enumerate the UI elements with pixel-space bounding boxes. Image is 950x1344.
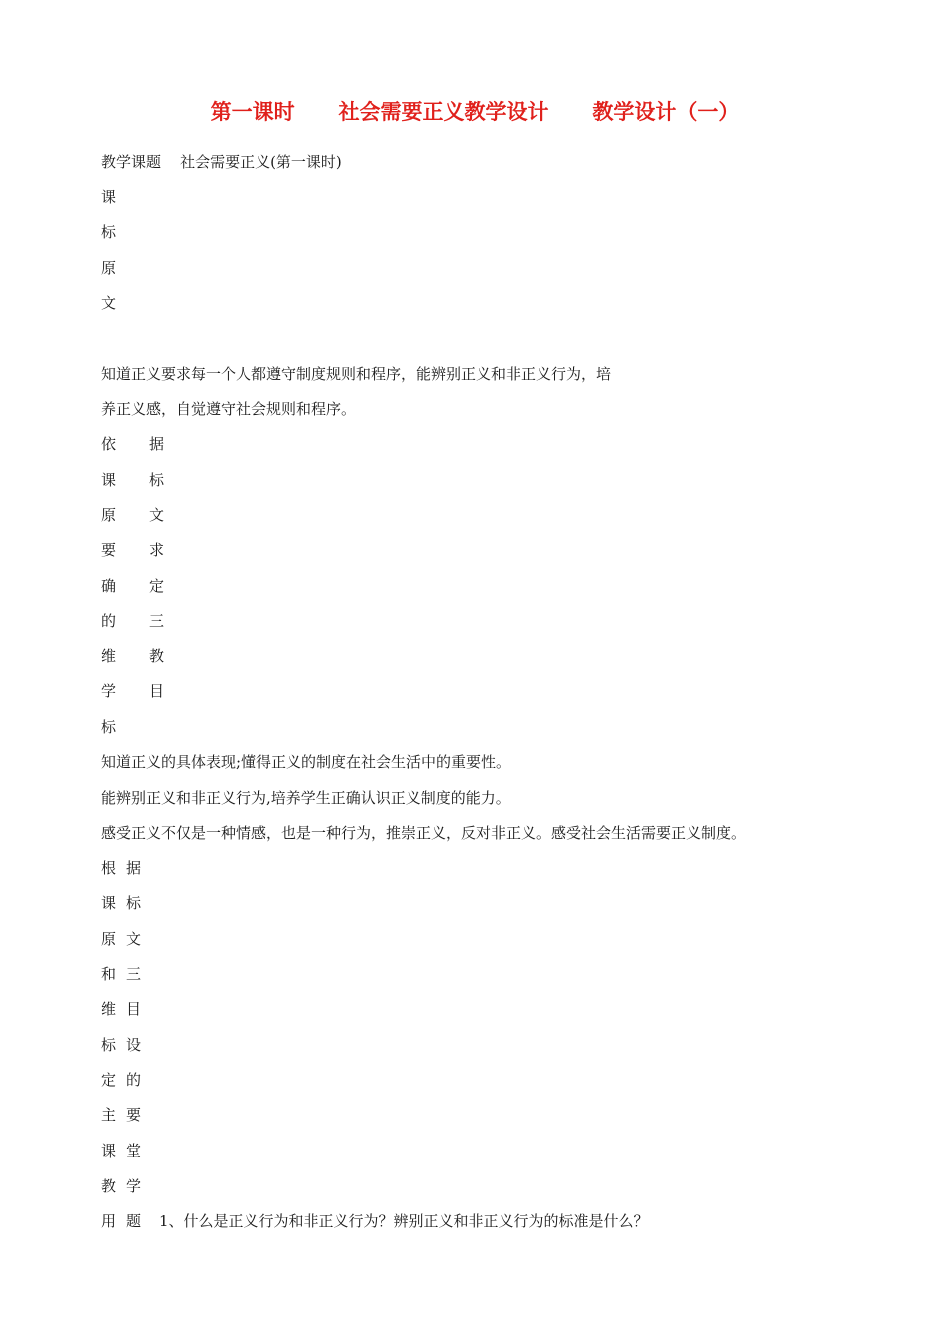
col2-row (101, 681, 164, 701)
col2-char: 确 (101, 577, 117, 595)
col3-row (101, 929, 141, 949)
col2-char: 维 (101, 647, 117, 665)
col3-char: 用 (101, 1212, 117, 1230)
col2-row (101, 576, 164, 596)
col3-char: 三 (126, 965, 142, 983)
col2-char: 课 (101, 471, 117, 489)
col2-char: 标 (149, 471, 165, 489)
standard-line: 养正义感，自觉遵守社会规则和程序。 (101, 400, 357, 418)
standard-line: 知道正义要求每一个人都遵守制度规则和程序，能辨别正义和非正义行为，培 (101, 365, 612, 383)
col2-char: 教 (149, 647, 165, 665)
col2-row (101, 470, 164, 490)
col2-char: 学 (101, 682, 117, 700)
goal-line: 感受正义不仅是一种情感，也是一种行为，推崇正义，反对非正义。感受社会生活需要正义制度。 (101, 824, 747, 842)
col3-char: 课 (101, 1142, 117, 1160)
col3-char: 题 (126, 1212, 142, 1230)
col2-row (101, 646, 164, 666)
col2-row (101, 434, 164, 454)
col1-char: 文 (101, 294, 117, 312)
col2-row (101, 611, 164, 631)
col2-char: 原 (101, 506, 117, 524)
question-text: 1、什么是正义行为和非正义行为？辨别正义和非正义行为的标准是什么？ (159, 1212, 649, 1230)
col3-row (101, 964, 141, 984)
topic-line: 教学课题 社会需要正义(第一课时) (101, 153, 342, 171)
col2-char: 定 (149, 577, 165, 595)
col2-char: 目 (149, 682, 165, 700)
col2-char: 文 (149, 506, 165, 524)
col3-row (101, 999, 141, 1019)
col2-char: 三 (149, 612, 165, 630)
col3-char: 标 (126, 894, 142, 912)
page-title: 第一课时 社会需要正义教学设计 教学设计（一） (210, 100, 740, 124)
col3-char: 教 (101, 1177, 117, 1195)
col2-char: 求 (149, 541, 165, 559)
col2-char: 标 (101, 718, 117, 736)
goal-line: 知道正义的具体表现;懂得正义的制度在社会生活中的重要性。 (101, 753, 512, 771)
question-row (101, 1211, 649, 1231)
col3-char: 的 (126, 1071, 142, 1089)
col1-char: 原 (101, 259, 117, 277)
col3-char: 根 (101, 859, 117, 877)
col3-row (101, 1105, 141, 1125)
col2-char: 依 (101, 435, 117, 453)
col1-char: 标 (101, 223, 117, 241)
col3-row (101, 893, 141, 913)
col3-char: 据 (126, 859, 142, 877)
col3-char: 原 (101, 930, 117, 948)
col3-char: 目 (126, 1000, 142, 1018)
col3-row (101, 858, 141, 878)
col1-char: 课 (101, 188, 117, 206)
goal-line: 能辨别正义和非正义行为,培养学生正确认识正义制度的能力。 (101, 789, 511, 807)
col2-row (101, 505, 164, 525)
col2-row (101, 540, 164, 560)
col3-char: 维 (101, 1000, 117, 1018)
col3-char: 课 (101, 894, 117, 912)
col2-char: 据 (149, 435, 165, 453)
col3-char: 定 (101, 1071, 117, 1089)
col2-char: 要 (101, 541, 117, 559)
col3-row (101, 1141, 141, 1161)
col3-char: 设 (126, 1036, 142, 1054)
col3-char: 学 (126, 1177, 142, 1195)
col3-char: 和 (101, 965, 117, 983)
col2-row (101, 717, 149, 737)
col3-row (101, 1035, 141, 1055)
col3-char: 主 (101, 1106, 117, 1124)
col3-char: 文 (126, 930, 142, 948)
col2-char: 的 (101, 612, 117, 630)
col3-row (101, 1176, 141, 1196)
col3-char: 要 (126, 1106, 142, 1124)
col3-row (101, 1070, 141, 1090)
col3-char: 标 (101, 1036, 117, 1054)
col3-char: 堂 (126, 1142, 142, 1160)
